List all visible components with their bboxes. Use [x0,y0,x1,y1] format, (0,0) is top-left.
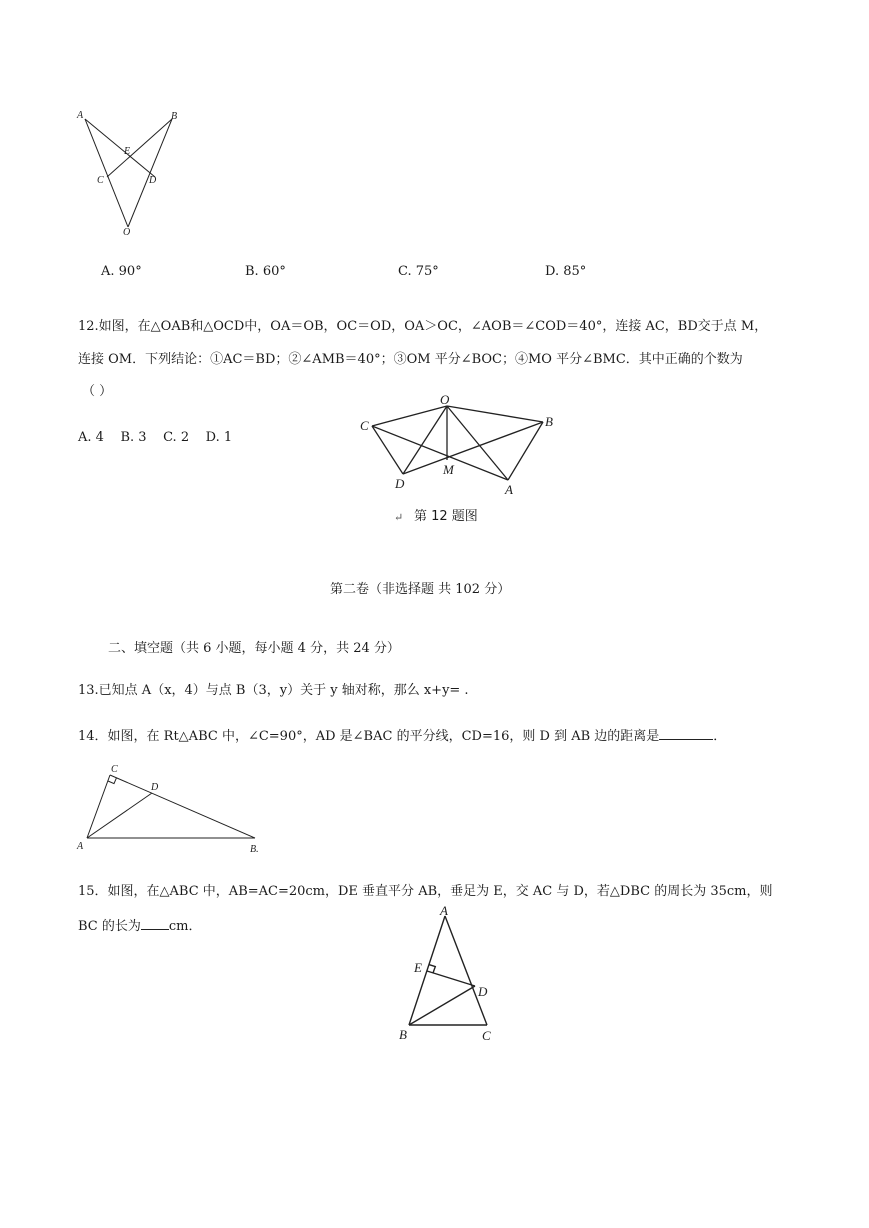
q11-figure [70,105,200,240]
q11-option-a: A. 90° [101,264,142,279]
q14-text [78,725,726,744]
q15-label-c: C [482,1028,491,1043]
q11-option-c: C. 75° [398,264,439,279]
q14-answer-blank[interactable] [659,727,713,740]
q11-label-d: D [149,175,157,186]
q12-label-o: O [440,392,450,407]
q12-label-d: D [395,476,405,491]
q12-options: A. 4 B. 3 C. 2 D. 1 [78,430,233,445]
q12-label-m: M [443,462,454,477]
q15-answer-blank[interactable] [141,917,169,930]
q15-figure [395,902,505,1047]
q15-line-2-after: cm． [168,919,202,934]
q13-text: 13.已知点 A（x，4）与点 B（3，y）关于 y 轴对称，那么 x+y= . [78,683,469,698]
q11-label-o: O [123,227,131,238]
q12-line-3: （ ） [82,384,113,399]
q12-label-a: A [505,482,513,497]
q15-label-b: B [399,1027,407,1042]
q12-line-2: 连接 OM．下列结论：①AC＝BD；②∠AMB＝40°；③OM 平分∠BOC；④MO 平分∠BMC．其中正确的个数为 [78,352,743,367]
q14-label-b: B. [250,844,259,855]
q15-line-2-before: BC 的长为 [78,919,141,934]
q15-label-d: D [478,984,488,999]
q11-option-b: B. 60° [245,264,286,279]
q14-text-before: 14．如图，在 Rt△ABC 中，∠C=90°，AD 是∠BAC 的平分线，CD=16，则 D 到 AB 边的距离是 [78,729,660,744]
q14-text-after: ． [713,729,727,744]
q11-label-b: B [171,111,178,122]
section2-heading: 二、填空题（共 6 小题，每小题 4 分，共 24 分） [108,641,400,656]
q12-figure [355,388,565,498]
q15-line-2 [78,915,201,934]
q14-figure [74,758,274,856]
q12-label-c: C [360,418,369,433]
section2-title: 第二卷（非选择题 共 102 分） [330,582,511,597]
q15-label-e: E [414,960,422,975]
q14-label-c: C [111,764,118,775]
q12-label-b: B [545,414,553,429]
q11-label-a: A [77,110,84,121]
q11-label-e: E [124,146,131,157]
q12-line-1: 12.如图，在△OAB和△OCD中，OA＝OB，OC＝OD，OA＞OC，∠AOB＝∠COD＝40°，连接 AC，BD交于点 M， [78,319,768,334]
q15-label-a: A [440,903,448,918]
q14-label-a: A [77,841,84,852]
q11-label-c: C [97,175,104,186]
q12-caption: 第 12 题图 [414,509,478,524]
q15-line-1: 15．如图，在△ABC 中，AB=AC=20cm，DE 垂直平分 AB，垂足为 E，交 AC 与 D，若△DBC 的周长为 35cm，则 [78,884,773,899]
q14-label-d: D [151,782,159,793]
q12-caption-mark: ↵ [394,511,404,524]
q11-option-d: D. 85° [545,264,587,279]
